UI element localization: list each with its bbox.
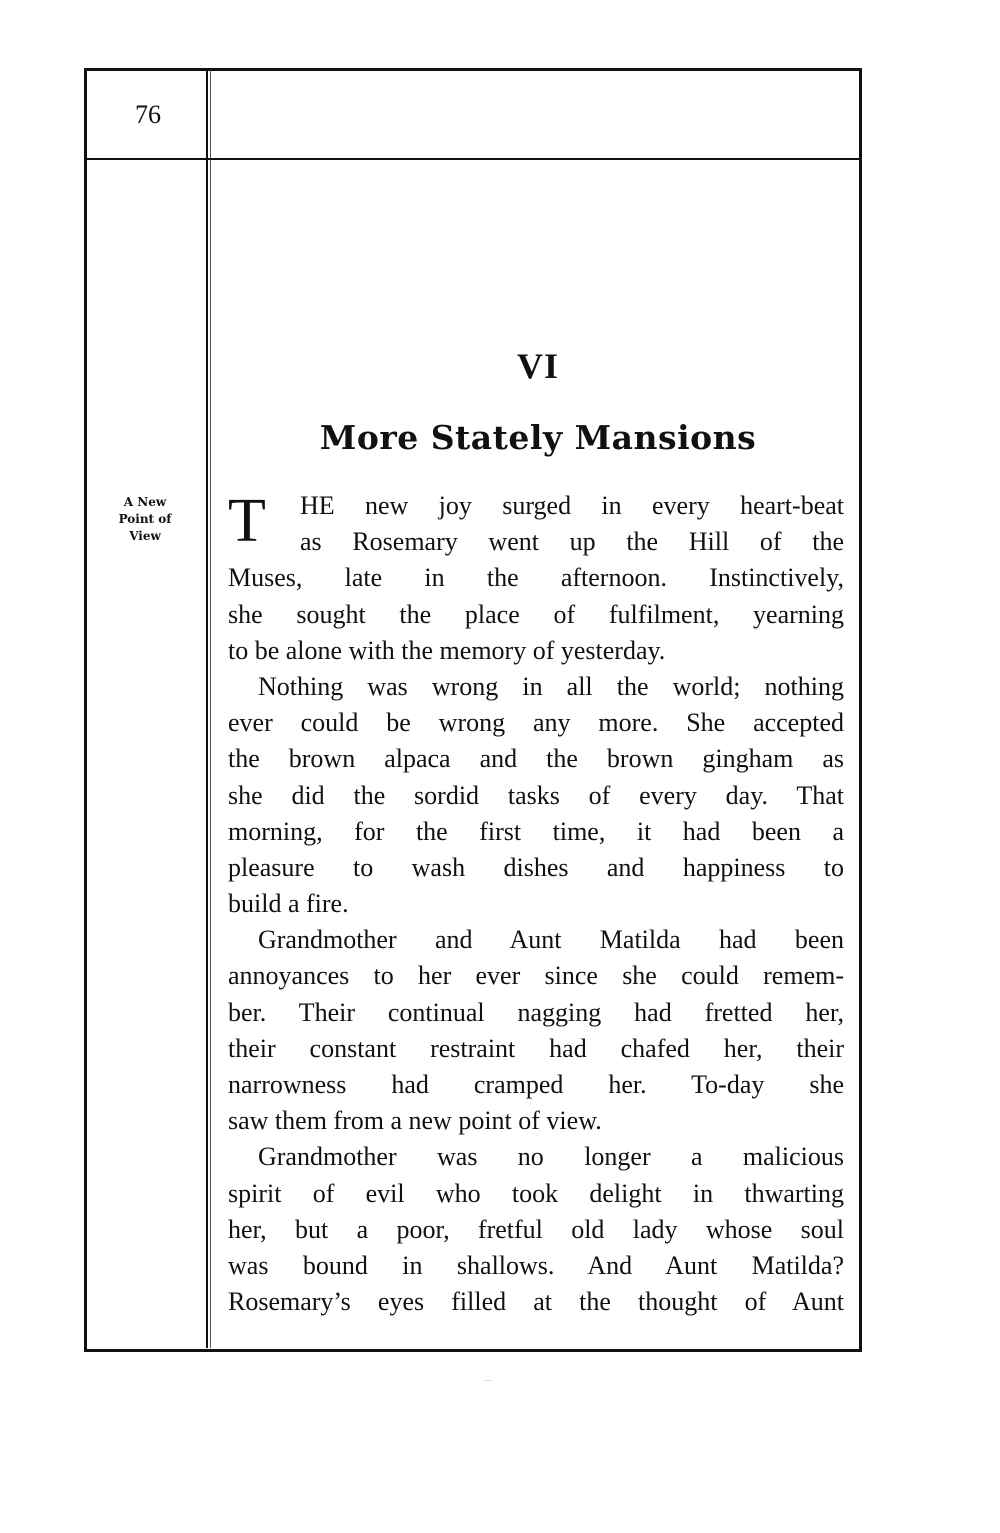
text-line: she did the sordid tasks of every day. That	[228, 780, 844, 810]
chapter-title: More Stately Mansions	[319, 418, 757, 457]
text-line: pleasure to wash dishes and happiness to	[228, 852, 844, 882]
text-line: was bound in shallows. And Aunt Matilda?	[228, 1250, 844, 1280]
text-line: annoyances to her ever since she could remem-	[228, 961, 844, 991]
margin-column-rule-inner	[210, 70, 211, 1348]
text-line: Muses, late in the afternoon. Instinctively,	[228, 563, 844, 593]
side-note-line: Point of	[118, 512, 172, 526]
side-note-line: View	[129, 529, 161, 543]
text-line: as Rosemary went up the Hill of the	[300, 527, 844, 557]
text-line: ever could be wrong any more. She accepted	[228, 708, 844, 738]
header-rule	[87, 158, 860, 160]
margin-column-rule	[206, 70, 208, 1348]
body-text	[228, 488, 844, 1320]
page-number: 76	[135, 100, 161, 129]
side-note	[90, 494, 200, 545]
text-line: morning, for the first time, it had been a	[228, 816, 844, 846]
text-line: her, but a poor, fretful old lady whose soul	[228, 1214, 844, 1244]
side-note-line: A New	[123, 495, 167, 509]
text-line: Rosemary’s eyes filled at the thought of Aunt	[228, 1287, 844, 1317]
scan-speck: ⋯	[484, 1376, 492, 1385]
drop-cap: T	[228, 487, 266, 555]
text-line: she sought the place of fulfilment, yearning	[228, 599, 844, 629]
chapter-number: VI	[516, 346, 559, 386]
text-line: Nothing was wrong in all the world; nothing	[258, 671, 844, 701]
text-line: narrowness had cramped her. To-day she	[228, 1070, 844, 1099]
text-line: spirit of evil who took delight in thwarting	[228, 1178, 844, 1208]
text-line: to be alone with the memory of yesterday.	[228, 635, 666, 665]
text-line: the brown alpaca and the brown gingham as	[228, 744, 844, 774]
text-line: HE new joy surged in every heart-beat	[300, 491, 844, 520]
text-line: saw them from a new point of view.	[228, 1106, 602, 1136]
text-line: Grandmother was no longer a malicious	[258, 1142, 844, 1172]
text-line: ber. Their continual nagging had fretted her,	[228, 997, 844, 1027]
text-line: build a fire.	[228, 889, 349, 919]
text-line: Grandmother and Aunt Matilda had been	[258, 925, 844, 955]
text-line: their constant restraint had chafed her, their	[228, 1033, 844, 1063]
